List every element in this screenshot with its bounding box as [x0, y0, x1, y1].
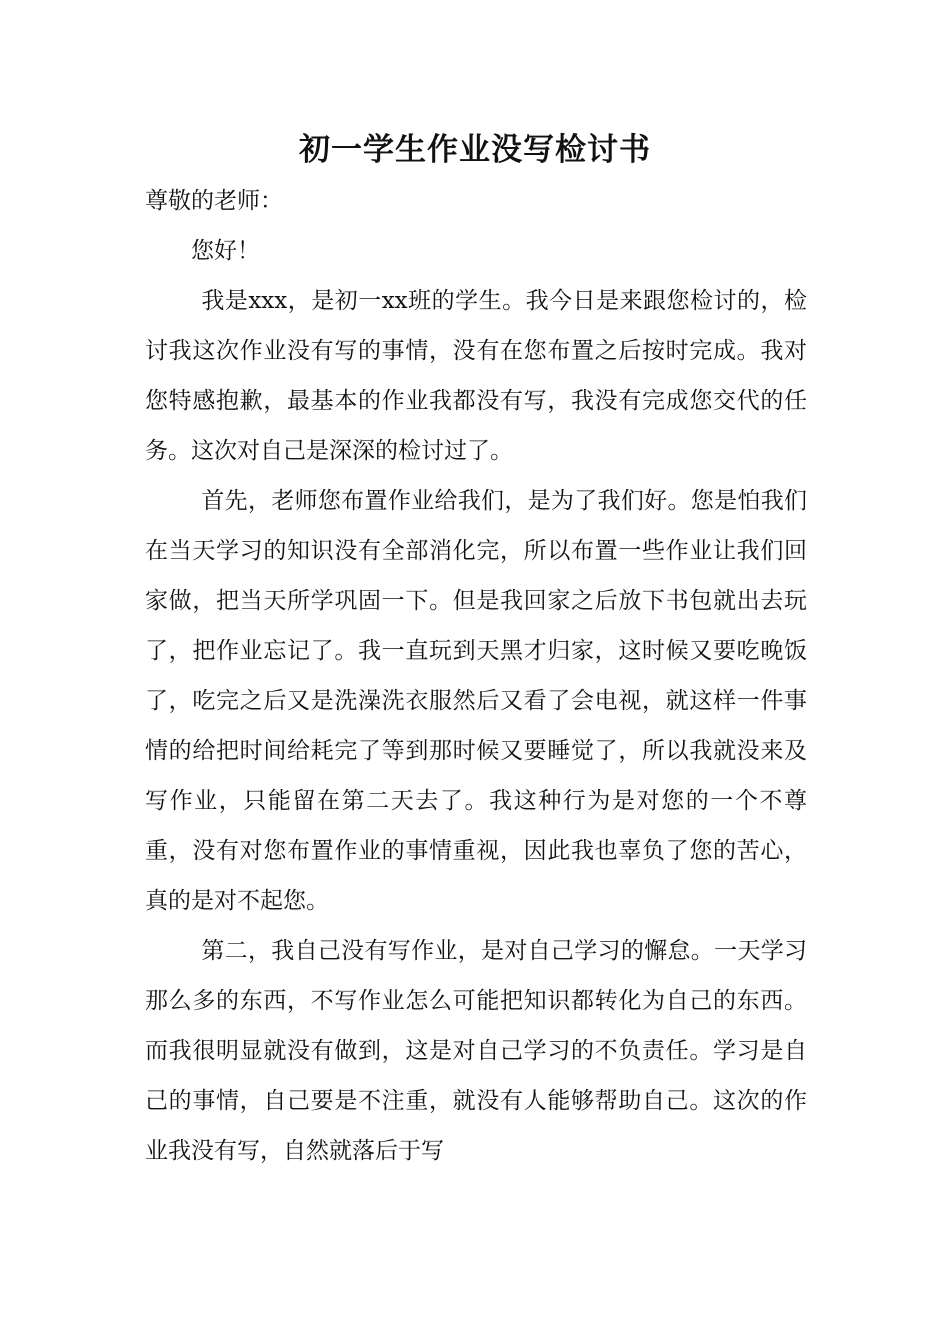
document-body [145, 176, 807, 1176]
paragraph-introduction: 我是xxx，是初一xx班的学生。我今日是来跟您检讨的，检讨我这次作业没有写的事情，没有在您布置之后按时完成。我对您特感抱歉，最基本的作业我都没有写，我没有完成您交代的任务。这次对自己是深深的检讨过了。 [145, 288, 807, 464]
paragraph-second-point: 第二，我自己没有写作业，是对自己学习的懈怠。一天学习那么多的东西，不写作业怎么可能把知识都转化为自己的东西。而我很明显就没有做到，这是对自己学习的不负责任。学习是自己的事情，自己要是不注重，就没有人能够帮助自己。这次的作业我没有写，自然就落后于写 [145, 938, 807, 1164]
paragraph-first-point: 首先，老师您布置作业给我们，是为了我们好。您是怕我们在当天学习的知识没有全部消化完，所以布置一些作业让我们回家做，把当天所学巩固一下。但是我回家之后放下书包就出去玩了，把作业忘记了。我一直玩到天黑才归家，这时候又要吃晚饭了，吃完之后又是洗澡洗衣服然后又看了会电视，就这样一件事情的给把时间给耗完了等到那时候又要睡觉了，所以我就没来及写作业，只能留在第二天去了。我这种行为是对您的一个不尊重，没有对您布置作业的事情重视，因此我也辜负了您的苦心，真的是对不起您。 [145, 488, 807, 914]
salutation: 尊敬的老师： [145, 188, 283, 214]
document-title: 初一学生作业没写检讨书 [299, 132, 651, 168]
greeting: 您好！ [191, 238, 260, 264]
